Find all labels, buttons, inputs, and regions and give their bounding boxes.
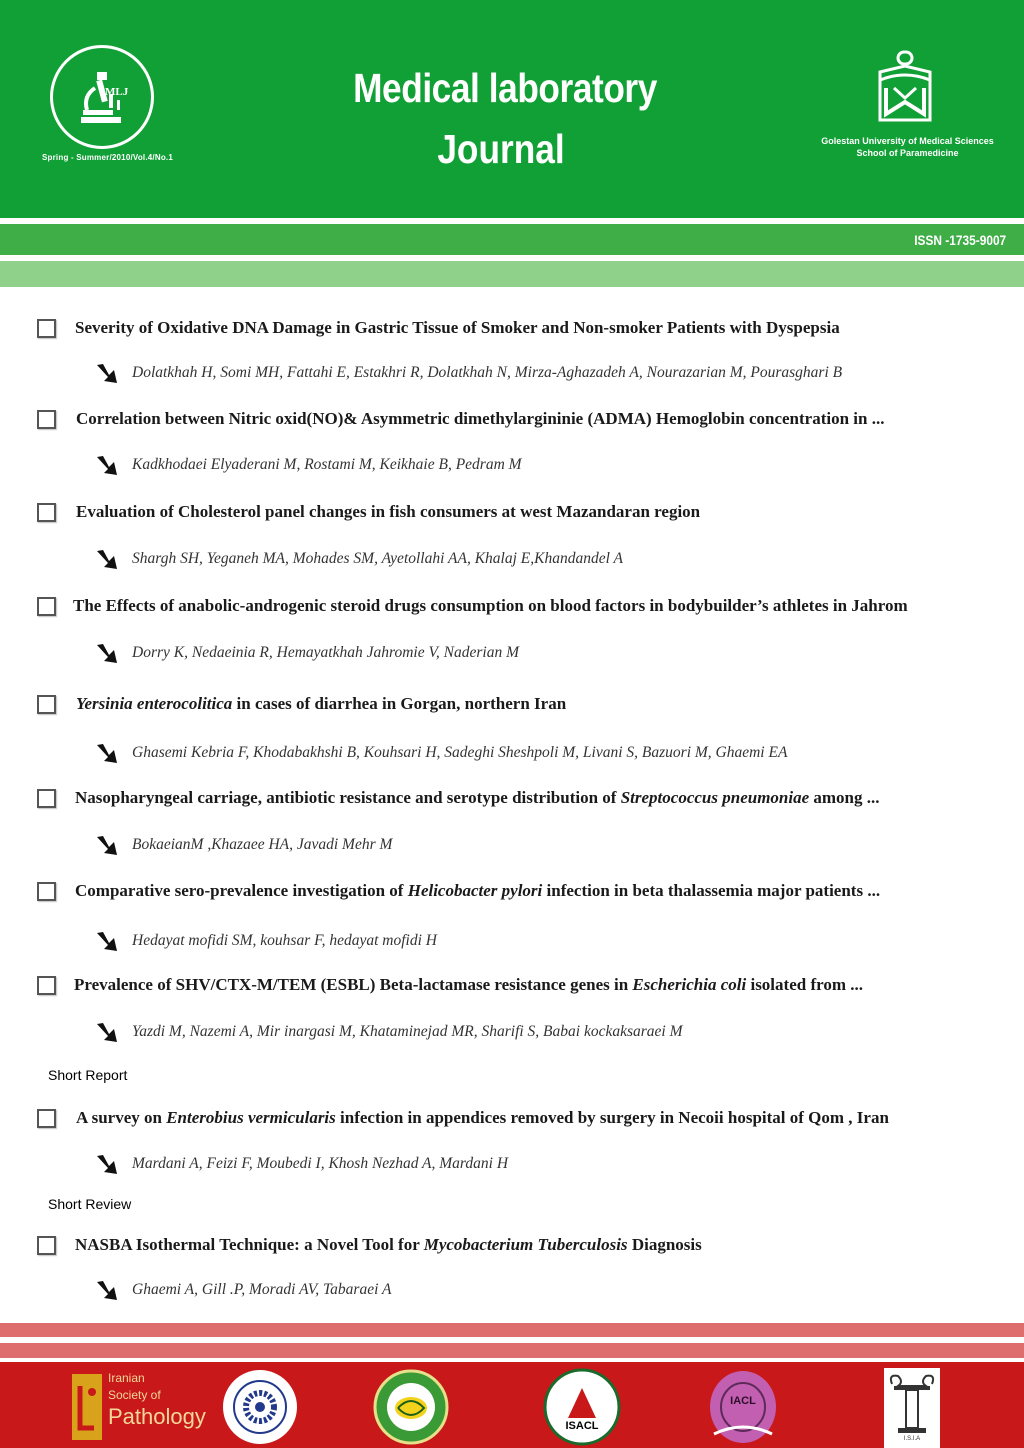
university-name <box>800 135 1015 159</box>
article-title-species: Escherichia coli <box>632 975 747 994</box>
article-title[interactable] <box>74 975 863 995</box>
article-authors: BokaeianM ,Khazaee HA, Javadi Mehr M <box>132 836 393 853</box>
article-title-species: Mycobacterium Tuberculosis <box>423 1235 628 1254</box>
article-title[interactable] <box>75 1235 702 1255</box>
article-title-text: Correlation between Nitric oxid(NO)& Asymmetric dimethylargininie (ADMA) Hemoglobin concentration in ... <box>76 409 885 428</box>
isacl-text: ISACL <box>565 1420 599 1432</box>
arrow-bullet-icon <box>95 453 119 477</box>
article-authors: Ghasemi Kebria F, Khodabakhshi B, Kouhsari H, Sadeghi Sheshpoli M, Livani S, Bazuori M, Ghaemi EA <box>132 744 788 761</box>
article-checkbox[interactable] <box>37 976 56 995</box>
arrow-bullet-icon <box>95 1020 119 1044</box>
article-title[interactable] <box>75 881 880 901</box>
isacl-emblem-icon <box>540 1368 624 1446</box>
column-emblem-icon <box>884 1370 940 1438</box>
article-checkbox[interactable] <box>37 789 56 808</box>
article-checkbox[interactable] <box>37 410 56 429</box>
pathology-line2: Society of <box>108 1388 161 1402</box>
isacl-logo <box>540 1368 624 1446</box>
article-title-text: Comparative sero-prevalence investigation of <box>75 881 408 900</box>
sponsor-footer <box>0 1362 1024 1448</box>
article-title-species: Yersinia enterocolitica <box>76 694 233 713</box>
article-title-species: Helicobacter pylori <box>407 881 543 900</box>
arrow-bullet-icon <box>95 1278 119 1302</box>
article-authors: Kadkhodaei Elyaderani M, Rostami M, Keikhaie B, Pedram M <box>132 456 522 473</box>
arrow-bullet-icon <box>95 547 119 571</box>
arrow-bullet-icon <box>95 833 119 857</box>
article-checkbox[interactable] <box>37 1109 56 1128</box>
arrow-bullet-icon <box>95 1152 119 1176</box>
article-authors: Yazdi M, Nazemi A, Mir inargasi M, Khataminejad MR, Sharifi S, Babai kockaksaraei M <box>132 1023 683 1040</box>
pathology-society-logo <box>70 1368 206 1446</box>
decorative-band <box>0 261 1024 287</box>
article-authors: Ghaemi A, Gill .P, Moradi AV, Tabaraei A <box>132 1281 392 1298</box>
section-label-short-review: Short Review <box>48 1196 132 1212</box>
article-checkbox[interactable] <box>37 882 56 901</box>
laboratory-association-logo <box>370 1368 452 1446</box>
article-title[interactable] <box>76 694 566 714</box>
section-label-short-report: Short Report <box>48 1067 128 1083</box>
arrow-bullet-icon <box>95 741 119 765</box>
arrow-bullet-icon <box>95 929 119 953</box>
article-title-text: Evaluation of Cholesterol panel changes in fish consumers at west Mazandaran region <box>76 502 701 521</box>
article-checkbox[interactable] <box>37 503 56 522</box>
article-title-text: Prevalence of SHV/CTX-M/TEM (ESBL) Beta-lactamase resistance genes in <box>74 975 633 994</box>
journal-logo-text: MLJ <box>105 86 129 98</box>
article-title-text: Diagnosis <box>627 1235 702 1254</box>
pathology-line3: Pathology <box>108 1404 206 1429</box>
article-title-text: in cases of diarrhea in Gorgan, northern Iran <box>232 694 567 713</box>
article-title[interactable] <box>73 596 908 616</box>
footer-stripe <box>0 1343 1024 1358</box>
article-title-text: Severity of Oxidative DNA Damage in Gastric Tissue of Smoker and Non-smoker Patients with Dyspepsia <box>75 318 840 337</box>
footer-stripe <box>0 1323 1024 1337</box>
journal-title-line1: Medical laboratory <box>353 65 657 111</box>
pathology-line1: Iranian <box>108 1371 145 1385</box>
article-title[interactable] <box>76 1108 889 1128</box>
iacl-emblem-icon <box>708 1368 778 1446</box>
article-title-text: A survey on <box>76 1108 167 1127</box>
iacl-text: IACL <box>730 1395 756 1407</box>
article-authors: Dolatkhah H, Somi MH, Fattahi E, Estakhri R, Dolatkhah N, Mirza-Aghazadeh A, Nourazarian M, Pourasghari B <box>132 364 843 381</box>
article-authors: Shargh SH, Yeganeh MA, Mohades SM, Ayetollahi AA, Khalaj E,Khandandel A <box>132 550 623 567</box>
article-title[interactable] <box>76 409 884 429</box>
journal-title-line2: Journal <box>437 126 565 172</box>
article-checkbox[interactable] <box>37 597 56 616</box>
article-authors: Mardani A, Feizi F, Moubedi I, Khosh Nezhad A, Mardani H <box>132 1155 509 1172</box>
issn-number: ISSN -1735-9007 <box>914 232 1006 248</box>
iacl-logo <box>708 1368 778 1446</box>
article-title[interactable] <box>75 788 880 808</box>
isia-logo <box>884 1368 940 1448</box>
arrow-bullet-icon <box>95 641 119 665</box>
article-title-text: Nasopharyngeal carriage, antibiotic resistance and serotype distribution of <box>75 788 621 807</box>
parasitology-society-logo <box>218 1368 302 1446</box>
article-title[interactable] <box>75 318 840 338</box>
issn-bar <box>0 224 1024 255</box>
article-checkbox[interactable] <box>37 695 56 714</box>
university-line1: Golestan University of Medical Sciences <box>821 136 994 146</box>
article-title-text: infection in beta thalassemia major patients ... <box>542 881 881 900</box>
article-title-text: infection in appendices removed by surgery in Necoii hospital of Qom , Iran <box>335 1108 889 1127</box>
article-title-species: Enterobius vermicularis <box>166 1108 336 1127</box>
isia-text: I.S.I.A <box>903 1436 921 1442</box>
article-authors: Hedayat mofidi SM, kouhsar F, hedayat mofidi H <box>132 932 437 949</box>
article-title[interactable] <box>76 502 700 522</box>
university-logo <box>874 50 936 125</box>
article-title-text: isolated from ... <box>746 975 864 994</box>
university-line2: School of Paramedicine <box>856 148 959 158</box>
article-title-text: among ... <box>809 788 880 807</box>
article-title-text: NASBA Isothermal Technique: a Novel Tool for <box>75 1235 424 1254</box>
article-checkbox[interactable] <box>37 1236 56 1255</box>
arrow-bullet-icon <box>95 361 119 385</box>
journal-header <box>0 0 1024 218</box>
article-authors: Dorry K, Nedaeinia R, Hemayatkhah Jahromie V, Naderian M <box>132 644 520 661</box>
pathology-emblem-icon <box>70 1372 104 1442</box>
article-checkbox[interactable] <box>37 319 56 338</box>
article-title-text: The Effects of anabolic-androgenic steroid drugs consumption on blood factors in bodybuilder’s athletes in Jahrom <box>73 596 908 615</box>
article-title-species: Streptococcus pneumoniae <box>620 788 810 807</box>
issue-info: Spring - Summer/2010/Vol.4/No.1 <box>42 153 173 162</box>
